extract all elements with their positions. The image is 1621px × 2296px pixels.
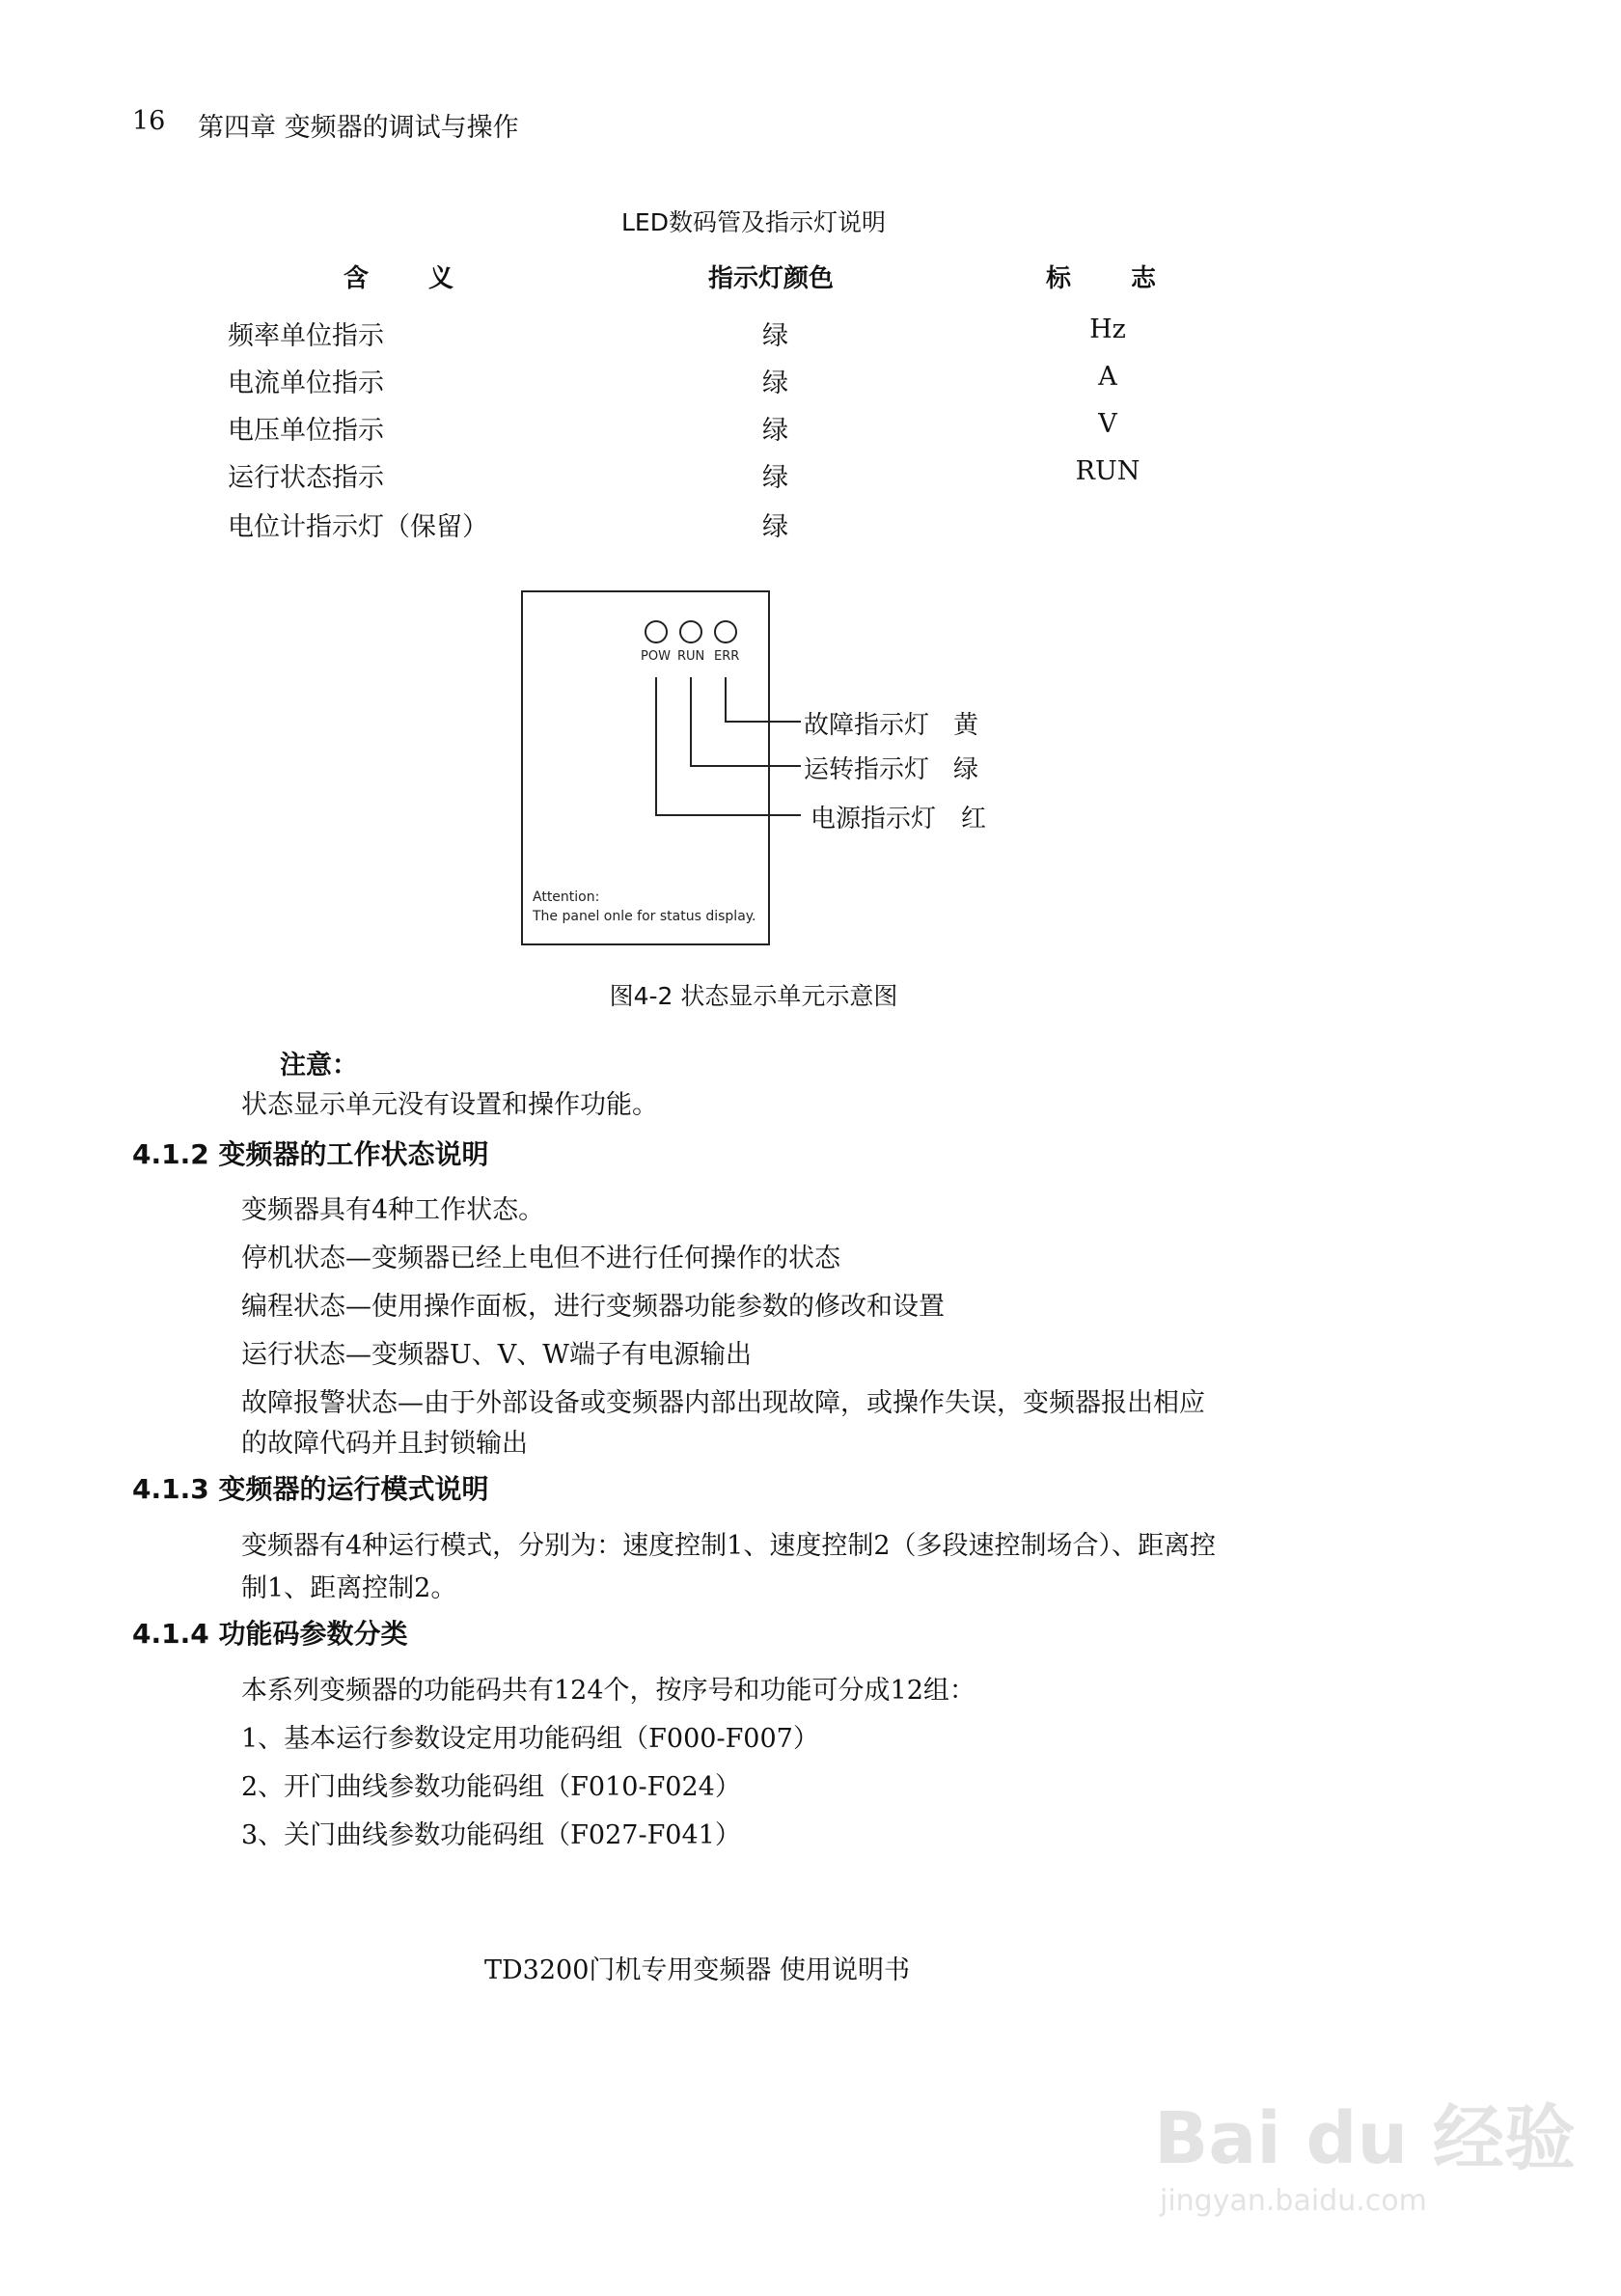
paragraph-line: 停机状态—变频器已经上电但不进行任何操作的状态 bbox=[241, 1244, 840, 1273]
paragraph-line: 运行状态—变频器U、V、W端子有电源输出 bbox=[241, 1340, 753, 1370]
run-light-label: 运转指示灯 bbox=[804, 755, 930, 784]
attention-title: Attention: bbox=[533, 889, 600, 905]
power-light-color: 红 bbox=[961, 805, 987, 834]
paragraph-line: 的故障代码并且封锁输出 bbox=[241, 1429, 528, 1459]
table-cell-color: 绿 bbox=[762, 321, 788, 351]
note-text: 状态显示单元没有设置和操作功能。 bbox=[241, 1090, 658, 1120]
paragraph-line: 变频器具有4种工作状态。 bbox=[241, 1195, 545, 1225]
pow-led-label: POW bbox=[641, 649, 671, 664]
list-item: 2、开门曲线参数功能码组（F010-F024） bbox=[241, 1772, 741, 1802]
power-light-label: 电源指示灯 bbox=[810, 805, 937, 834]
paragraph-line: 变频器有4种运行模式，分别为：速度控制1、速度控制2（多段速控制场合）、距离控 bbox=[241, 1531, 1217, 1561]
paragraph-line: 本系列变频器的功能码共有124个，按序号和功能可分成12组： bbox=[241, 1676, 975, 1706]
section-heading-4-1-2: 4.1.2 变频器的工作状态说明 bbox=[132, 1138, 489, 1170]
table-header-meaning: 含义 bbox=[343, 264, 514, 293]
err-led-label: ERR bbox=[714, 649, 740, 664]
table-cell-meaning: 频率单位指示 bbox=[228, 321, 384, 351]
footer-text: TD3200门机专用变频器 使用说明书 bbox=[484, 1955, 910, 1985]
table-cell-mark: A bbox=[1098, 362, 1117, 392]
page-number: 16 bbox=[132, 106, 166, 136]
section-heading-4-1-4: 4.1.4 功能码参数分类 bbox=[132, 1618, 408, 1650]
paragraph-line: 编程状态—使用操作面板，进行变频器功能参数的修改和设置 bbox=[241, 1292, 945, 1322]
chapter-title: 第四章 变频器的调试与操作 bbox=[198, 113, 519, 143]
table-cell-color: 绿 bbox=[762, 463, 788, 493]
section-heading-4-1-3: 4.1.3 变频器的运行模式说明 bbox=[132, 1473, 489, 1505]
watermark-url: jingyan.baidu.com bbox=[1160, 2184, 1427, 2218]
fault-light-color: 黄 bbox=[953, 711, 979, 740]
list-item: 1、基本运行参数设定用功能码组（F000-F007） bbox=[241, 1724, 819, 1754]
table-cell-mark: V bbox=[1098, 409, 1117, 439]
table-cell-meaning: 电位计指示灯（保留） bbox=[228, 512, 488, 542]
fault-light-label: 故障指示灯 bbox=[804, 711, 930, 740]
table-header-mark: 标志 bbox=[1046, 264, 1217, 293]
figure-caption: 图4-2 状态显示单元示意图 bbox=[609, 982, 898, 1010]
paragraph-line: 故障报警状态—由于外部设备或变频器内部出现故障，或操作失误，变频器报出相应 bbox=[241, 1388, 1205, 1418]
table-cell-color: 绿 bbox=[762, 512, 788, 542]
watermark-brand: Bai du 经验 bbox=[1154, 2097, 1576, 2180]
attention-text: The panel onle for status display. bbox=[533, 909, 756, 924]
table-cell-meaning: 运行状态指示 bbox=[228, 463, 384, 493]
table-header-color: 指示灯颜色 bbox=[708, 264, 835, 293]
run-led-label: RUN bbox=[677, 649, 705, 664]
note-title: 注意： bbox=[280, 1051, 358, 1080]
table-cell-meaning: 电压单位指示 bbox=[228, 416, 384, 446]
table-cell-color: 绿 bbox=[762, 416, 788, 446]
list-item: 3、关门曲线参数功能码组（F027-F041） bbox=[241, 1820, 741, 1850]
paragraph-line: 制1、距离控制2。 bbox=[241, 1573, 457, 1603]
table-cell-mark: RUN bbox=[1075, 456, 1140, 486]
table-cell-color: 绿 bbox=[762, 369, 788, 398]
led-table-title: LED数码管及指示灯说明 bbox=[621, 208, 886, 236]
baidu-watermark bbox=[1154, 2082, 1576, 2218]
table-cell-meaning: 电流单位指示 bbox=[228, 369, 384, 398]
run-light-color: 绿 bbox=[953, 755, 979, 784]
table-cell-mark: Hz bbox=[1089, 314, 1126, 344]
